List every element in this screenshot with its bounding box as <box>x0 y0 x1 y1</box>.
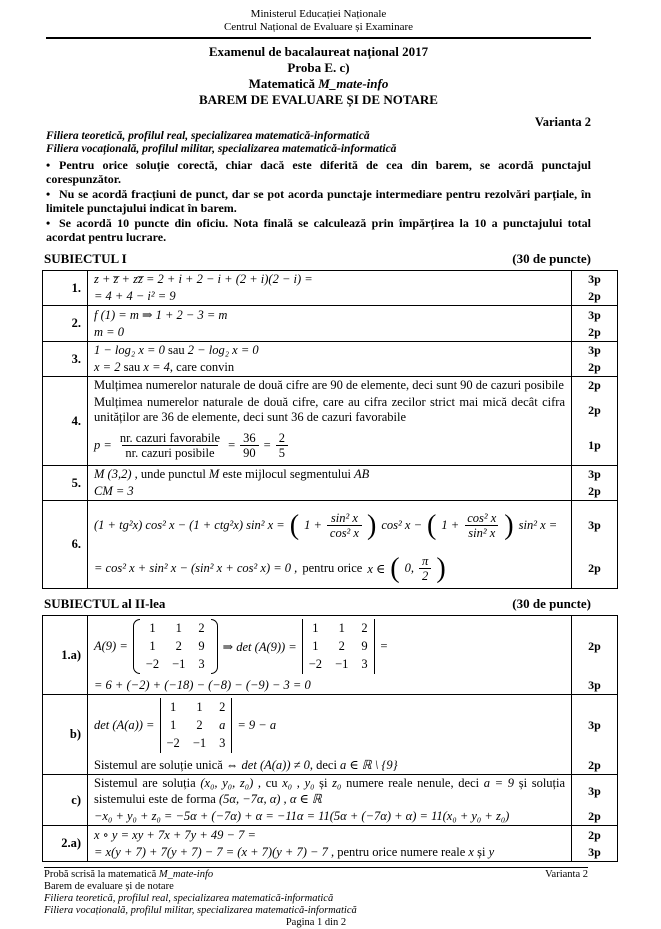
matrix-cell: 1 <box>149 621 156 636</box>
matrix-cell: 9 <box>361 639 368 654</box>
filiera-line2: Filiera vocațională, profilul militar, specializarea matematică-informatică <box>46 143 397 156</box>
matrix-cell: 2 <box>198 621 205 636</box>
determinant-body <box>302 619 375 674</box>
subject1-title: SUBIECTUL I <box>44 251 127 267</box>
points-cell: 3p <box>572 695 618 757</box>
points-cell: 2p <box>572 808 618 826</box>
text-fragment: Sistemul are soluția <box>94 776 196 791</box>
table-row <box>43 826 618 845</box>
text-fragment: cu <box>265 776 278 791</box>
fraction-numerator: 36 <box>243 431 256 446</box>
matrix-cell: 2 <box>361 621 368 636</box>
footer-line1 <box>44 869 588 881</box>
math-formula: z₀ <box>332 776 342 791</box>
matrix-cell: 3 <box>219 736 226 751</box>
math-formula: ⇒ det (A(9)) = <box>222 639 297 654</box>
text-fragment: , care convin <box>169 360 235 375</box>
math-formula: M <box>208 467 220 482</box>
matrix-formula <box>94 619 565 674</box>
subject2-title: SUBIECTUL al II-lea <box>44 596 166 612</box>
fraction <box>276 431 288 460</box>
text-fragment: numere reale nenule, deci <box>346 776 480 791</box>
math-formula: p = <box>94 438 112 453</box>
solution-step <box>88 844 572 862</box>
solution-step <box>88 324 572 342</box>
math-formula: y₀ <box>304 776 315 791</box>
points-cell: 3p <box>572 342 618 360</box>
fraction <box>419 554 431 583</box>
matrix-cell: 1 <box>175 621 182 636</box>
fraction-denominator: 2 <box>419 568 431 583</box>
table-row <box>43 808 618 826</box>
text-fragment: pentru orice <box>302 561 363 576</box>
rule-item <box>46 158 591 187</box>
table-row <box>43 616 618 678</box>
fraction-denominator: 5 <box>276 445 288 460</box>
math-formula: = cos² x + sin² x − (sin² x + cos² x) = 0 , <box>94 561 298 576</box>
text-fragment: , deci <box>309 758 337 773</box>
matrix-cell: 1 <box>170 718 177 733</box>
points-cell: 2p <box>572 288 618 306</box>
fraction-numerator: 2 <box>278 431 285 446</box>
points-cell: 2p <box>572 324 618 342</box>
math-formula: cos² x − <box>381 517 423 532</box>
math-formula: = 4 + 4 − i² = 9 <box>94 289 176 304</box>
row-number: 1.a) <box>43 616 88 695</box>
points-cell: 3p <box>572 271 618 289</box>
points-cell: 3p <box>572 306 618 325</box>
subject2-points: (30 de puncte) <box>512 596 591 612</box>
points-cell: 2p <box>572 377 618 395</box>
table-row <box>43 306 618 325</box>
ministry-line1: Ministerul Educației Naționale <box>250 8 387 20</box>
points-cell: 1p <box>572 426 618 466</box>
subject-name: M_mate-info <box>318 76 389 92</box>
matrix-cell: 2 <box>219 700 226 715</box>
matrix-cell: −1 <box>192 736 207 751</box>
bullet-icon: • <box>46 186 51 201</box>
bullet-icon: • <box>46 215 51 230</box>
fraction-numerator: π <box>422 554 429 569</box>
table-row <box>43 549 618 589</box>
solution-step <box>88 826 572 845</box>
points-cell: 2p <box>572 394 618 426</box>
solution-step <box>88 616 572 678</box>
solution-step <box>88 342 572 360</box>
matrix-right-paren-icon <box>211 619 218 674</box>
big-paren-close: ) <box>504 509 514 541</box>
matrix-cell: 1 <box>312 621 319 636</box>
matrix-cell: a <box>219 718 226 733</box>
math-formula: sin² x = <box>518 517 558 532</box>
fraction-denominator: nr. cazuri posibile <box>122 445 217 460</box>
row-number: c) <box>43 775 88 826</box>
header-divider <box>46 37 591 39</box>
table-row <box>43 359 618 377</box>
math-formula: 2 − log₂ x = 0 <box>187 343 259 358</box>
rule-text: Pentru orice soluție corectă, chiar dacă este diferită de cea din barem, se acordă punctajul corespunzător. <box>46 157 591 187</box>
text-fragment: și <box>477 845 486 860</box>
text-fragment: este mijlocul segmentului <box>222 467 351 482</box>
text-fragment: și soluția sistemului este de forma <box>94 776 566 807</box>
proba-line: Proba E. c) <box>287 60 350 76</box>
math-formula: = <box>379 639 389 654</box>
footer-subject-plain: Probă scrisă la matematică <box>44 869 159 881</box>
table-row <box>43 426 618 466</box>
points-cell: 2p <box>572 549 618 589</box>
big-paren-open: ( <box>390 553 400 585</box>
footer-variant: Varianta 2 <box>545 869 588 881</box>
rule-item <box>46 216 591 245</box>
matrix-cell: 3 <box>361 657 368 672</box>
matrix-cell: 3 <box>198 657 205 672</box>
matrix-cell: 2 <box>338 639 345 654</box>
probability-formula <box>94 429 565 462</box>
points-cell: 3p <box>572 775 618 809</box>
row-number: 2.a) <box>43 826 88 862</box>
math-formula: x ∘ y = xy + 7x + 7y + 49 − 7 = <box>94 828 256 843</box>
subject1-heading <box>44 251 591 267</box>
fraction-numerator: nr. cazuri favorabile <box>119 431 221 446</box>
equals-sign: = <box>228 438 236 453</box>
matrix-left-paren-icon <box>133 619 140 674</box>
solution-step: Mulțimea numerelor naturale de două cifre, care au cifra zecilor strict mai mică decât cifra unităților are 36 de elemente, deci sunt 36 de cazuri favorabile <box>94 395 565 425</box>
math-formula: a = 9 <box>483 776 515 791</box>
math-formula: z + z̅ + zz̅ = 2 + i + 2 − i + (2 + i)(2 − i) = <box>94 272 313 287</box>
text-fragment: sau <box>168 343 185 358</box>
solution-step <box>88 756 572 775</box>
math-formula: AB <box>354 467 370 482</box>
fraction-numerator: sin² x <box>330 510 358 525</box>
big-paren-close: ) <box>436 553 446 585</box>
math-formula: (1 + tg²x) cos² x − (1 + ctg²x) sin² x = <box>94 517 285 532</box>
math-formula: x = 2 <box>94 360 121 375</box>
determinant-body <box>160 698 233 753</box>
math-formula: x <box>468 845 474 860</box>
math-formula: (5α, −7α, α) , <box>218 792 287 807</box>
ministry-line2: Centrul Național de Evaluare și Examinare <box>223 21 414 34</box>
subject2-heading <box>44 596 591 612</box>
math-formula: CM = 3 <box>94 484 134 499</box>
points-cell: 3p <box>572 844 618 862</box>
page-number: Pagina 1 din 2 <box>285 917 347 929</box>
row-number: 2. <box>43 306 88 342</box>
trig-identity-formula <box>94 504 565 546</box>
math-formula: 1 − log₂ x = 0 <box>94 343 165 358</box>
matrix-cell: 2 <box>175 639 182 654</box>
subject2-table <box>42 615 618 862</box>
matrix-cell: 1 <box>338 621 345 636</box>
points-cell: 2p <box>572 756 618 775</box>
subject-prefix: Matematică <box>248 76 319 92</box>
intro-filiera <box>46 130 591 157</box>
matrix-cell: 1 <box>196 700 203 715</box>
math-formula: = x(y + 7) + 7(y + 7) − 7 = (x + 7)(y + 7) − 7 , <box>94 845 335 860</box>
grading-rules <box>46 158 591 244</box>
math-formula: 0, <box>404 561 415 576</box>
text-fragment: pentru orice numere reale <box>337 845 466 860</box>
row-number: 3. <box>43 342 88 377</box>
points-cell: 3p <box>572 466 618 484</box>
solution-step <box>88 775 572 809</box>
solution-step <box>88 677 572 695</box>
fraction <box>117 431 223 460</box>
points-cell: 2p <box>572 616 618 678</box>
trig-conclusion-formula <box>94 552 565 585</box>
title-block <box>46 44 591 107</box>
table-row <box>43 377 618 395</box>
matrix-cell: 1 <box>149 639 156 654</box>
math-formula: a ∈ ℝ \ {9} <box>340 758 398 773</box>
filiera-line1: Filiera teoretică, profilul real, specializarea matematică-informatică <box>46 129 370 142</box>
math-formula: = 6 + (−2) + (−18) − (−8) − (−9) − 3 = 0 <box>94 678 311 693</box>
matrix <box>133 619 218 674</box>
determinant-formula <box>94 698 565 753</box>
solution-step <box>88 306 572 325</box>
footer-line3: Filiera teoretică, profilul real, specializarea matematică-informatică <box>44 893 334 905</box>
equals-sign: = <box>263 438 271 453</box>
big-paren-open: ( <box>289 509 300 541</box>
solution-step <box>88 359 572 377</box>
fraction-denominator: sin² x <box>465 525 498 540</box>
matrix-cell: 2 <box>196 718 203 733</box>
barem-title: BAREM DE EVALUARE ȘI DE NOTARE <box>199 91 438 107</box>
table-row <box>43 288 618 306</box>
footer-line4: Filiera vocațională, profilul militar, specializarea matematică-informatică <box>44 905 357 917</box>
math-formula: 1 + <box>441 517 460 532</box>
text-fragment: sau <box>123 360 141 375</box>
table-row <box>43 844 618 862</box>
bullet-icon: • <box>46 157 51 172</box>
footer-line2: Barem de evaluare și de notare <box>44 881 174 893</box>
table-row <box>43 483 618 501</box>
solution-step <box>88 483 572 501</box>
solution-step <box>88 288 572 306</box>
table-row <box>43 394 618 426</box>
table-row <box>43 695 618 757</box>
matrix-cell: −2 <box>145 657 160 672</box>
math-formula: det (A(a)) = <box>94 718 155 733</box>
subject-line <box>46 76 591 92</box>
solution-step <box>88 426 572 466</box>
subject1-points: (30 de puncte) <box>512 251 591 267</box>
matrix-cell: −2 <box>308 657 323 672</box>
solution-step <box>88 271 572 289</box>
text-fragment: și <box>319 776 328 791</box>
rule-text: Se acordă 10 puncte din oficiu. Nota finală se calculează prin împărțirea la 10 a punctajului total acordat pentru lucrare. <box>46 215 591 244</box>
math-formula: f (1) = m ⇒ 1 + 2 − 3 = m <box>94 308 228 323</box>
points-cell: 2p <box>572 359 618 377</box>
solution-step <box>88 549 572 589</box>
row-number: 1. <box>43 271 88 306</box>
table-row <box>43 466 618 484</box>
math-formula: x = 4 <box>143 360 170 375</box>
fraction <box>327 511 362 540</box>
variant-label: Varianta 2 <box>534 114 591 129</box>
row-number: 5. <box>43 466 88 501</box>
math-formula: y <box>488 845 495 860</box>
math-formula: 1 + <box>304 517 322 532</box>
fraction <box>240 431 259 460</box>
page-footer <box>44 867 588 929</box>
matrix-cell: 9 <box>198 639 205 654</box>
math-formula: A(9) = <box>94 639 128 654</box>
table-row <box>43 756 618 775</box>
solution-step <box>88 466 572 484</box>
matrix-body <box>143 619 208 674</box>
matrix-cell: −1 <box>172 657 186 672</box>
text-fragment: Sistemul are soluție unică ⇔ <box>94 758 239 773</box>
big-paren-open: ( <box>427 509 437 541</box>
math-formula: = 9 − a <box>237 718 277 733</box>
big-paren-close: ) <box>366 509 377 541</box>
fraction-denominator: cos² x <box>327 525 362 540</box>
solution-step <box>88 501 572 550</box>
determinant <box>302 619 375 674</box>
row-number: b) <box>43 695 88 775</box>
ministry-header <box>46 8 591 34</box>
solution-step: Mulțimea numerelor naturale de două cifre are 90 de elemente, deci sunt 90 de cazuri posibile <box>88 377 572 395</box>
points-cell: 2p <box>572 826 618 845</box>
math-formula: x₀ , <box>282 776 300 791</box>
table-row <box>43 271 618 289</box>
fraction <box>464 511 499 540</box>
footer-subject-italic: M_mate-info <box>158 869 214 881</box>
table-row <box>43 342 618 360</box>
subject1-table <box>42 270 618 589</box>
math-formula: x ∈ <box>367 561 386 576</box>
table-row <box>43 324 618 342</box>
math-formula: m = 0 <box>94 325 124 340</box>
rule-item <box>46 187 591 216</box>
matrix-cell: 1 <box>312 639 319 654</box>
table-row <box>43 775 618 809</box>
exam-title: Examenul de bacalaureat național 2017 <box>208 44 429 60</box>
math-formula: det (A(a)) ≠ 0 <box>241 758 310 773</box>
fraction-numerator: cos² x <box>467 510 497 525</box>
table-row <box>43 677 618 695</box>
matrix-cell: −1 <box>335 657 349 672</box>
footer-subject <box>44 869 213 881</box>
math-formula: −x₀ + y₀ + z₀ = −5α + (−7α) + α = −11α = 11(5α + (−7α) + α) = 11(x₀ + y₀ + z₀) <box>94 809 510 824</box>
fraction-denominator: 90 <box>240 445 259 460</box>
table-row <box>43 501 618 550</box>
points-cell: 2p <box>572 483 618 501</box>
points-cell: 3p <box>572 501 618 550</box>
rule-text: Nu se acordă fracțiuni de punct, dar se pot acorda punctaje intermediare pentru rezolvări parțiale, în limitele punctajului indicat în barem. <box>46 186 591 216</box>
solution-step <box>88 808 572 826</box>
determinant <box>160 698 233 753</box>
matrix-cell: 1 <box>170 700 177 715</box>
math-formula: α ∈ ℝ <box>289 792 322 807</box>
row-number: 6. <box>43 501 88 589</box>
math-formula: (x₀, y₀, z₀) , <box>200 776 262 791</box>
solution-step <box>88 695 572 757</box>
math-formula: M (3,2) , <box>94 467 138 482</box>
text-fragment: unde punctul <box>140 467 206 482</box>
matrix-cell: −2 <box>166 736 180 751</box>
points-cell: 3p <box>572 677 618 695</box>
row-number: 4. <box>43 377 88 466</box>
